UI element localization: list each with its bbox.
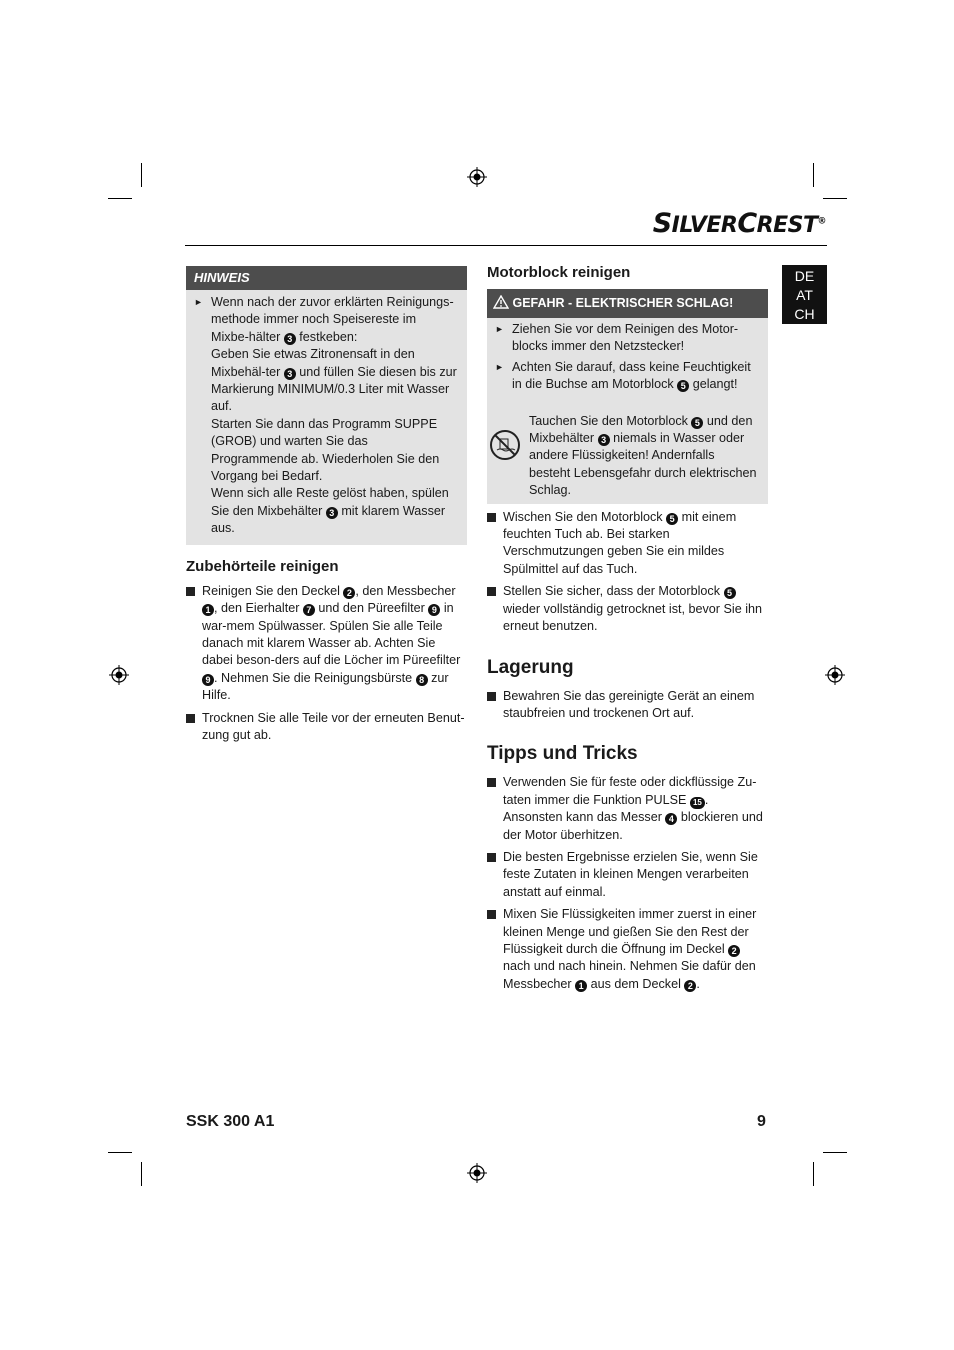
danger-box — [487, 289, 768, 504]
crop-mark — [141, 163, 142, 187]
crop-mark — [108, 1152, 132, 1153]
part-number-badge: 5 — [666, 513, 678, 525]
part-number-badge: 2 — [343, 587, 355, 599]
list-item: Wischen Sie den Motorblock 5 mit einem feuchten Tuch ab. Bei starken Verschmutzungen geben Sie ein mildes Spülmittel auf das Tuch. — [487, 509, 768, 579]
part-number-badge: 1 — [202, 604, 214, 616]
part-number-badge: 2 — [684, 980, 696, 992]
registration-mark-icon — [825, 665, 845, 685]
no-water-immersion-icon — [489, 429, 521, 461]
section-heading: Lagerung — [487, 656, 574, 678]
square-bullet-icon — [487, 778, 496, 787]
language-code: CH — [794, 306, 815, 322]
part-number-badge: 9 — [202, 674, 214, 686]
crop-mark — [141, 1162, 142, 1186]
part-number-badge: 3 — [326, 507, 338, 519]
part-number-badge: 8 — [416, 674, 428, 686]
language-code: DE — [794, 268, 815, 284]
section-heading: Zubehörteile reinigen — [186, 557, 339, 575]
square-bullet-icon — [487, 910, 496, 919]
arrow-bullet-icon: ► — [495, 324, 504, 334]
list-item: Mixen Sie Flüssigkeiten immer zuerst in einer kleinen Menge und gießen Sie den Rest der Flüssigkeit durch die Öffnung im Deckel 2 nach und nach hinein. Nehmen Sie dafür den Messbecher 1 aus dem Deckel 2 . — [487, 906, 768, 993]
crop-mark — [823, 1152, 847, 1153]
list-item: Stellen Sie sicher, dass der Motorblock 5 wieder vollständig getrocknet ist, bevor Sie ihn erneut benutzen. — [487, 583, 768, 635]
list-item: Trocknen Sie alle Teile vor der erneuten Benut-zung gut ab. — [186, 710, 467, 745]
header-rule — [185, 245, 827, 246]
arrow-bullet-icon: ► — [194, 297, 203, 307]
crop-mark — [813, 163, 814, 187]
no-immersion-warning: Tauchen Sie den Motorblock 5 und den Mixbehälter 3 niemals in Wasser oder andere Flüssigkeiten! Andernfalls besteht Lebensgefahr durch elektrischen Schlag. — [495, 413, 758, 500]
list-item: Reinigen Sie den Deckel 2 , den Messbecher 1 , den Eierhalter 7 und den Püreefilter 9 in war-mem Spülwasser. Spülen Sie alle Teile danach mit klarem Wasser ab. Achten Sie dabei beson-ders auf die Löcher im Püreefilter 9 . Nehmen Sie die Reinigungsbürste 8 zur Hilfe. — [186, 583, 467, 705]
crop-mark — [823, 198, 847, 199]
part-number-badge: 4 — [665, 813, 677, 825]
arrow-bullet-icon: ► — [495, 361, 504, 372]
danger-title: GEFAHR - ELEKTRISCHER SCHLAG! — [487, 289, 768, 318]
part-number-badge: 3 — [284, 368, 296, 380]
crop-mark — [813, 1162, 814, 1186]
left-column — [186, 266, 467, 749]
part-number-badge: 15 — [690, 797, 705, 809]
model-number: SSK 300 A1 — [186, 1113, 275, 1130]
square-bullet-icon — [487, 587, 496, 596]
registration-mark-icon — [467, 167, 487, 187]
list-item: Die besten Ergebnisse erzielen Sie, wenn Sie feste Zutaten in kleinen Mengen verarbeiten anstatt auf einmal. — [487, 849, 768, 901]
square-bullet-icon — [487, 853, 496, 862]
warning-triangle-icon — [493, 295, 509, 309]
part-number-badge: 2 — [728, 945, 740, 957]
square-bullet-icon — [487, 692, 496, 701]
hinweis-title: HINWEIS — [186, 266, 467, 290]
hinweis-box — [186, 266, 467, 545]
registration-mark-icon — [109, 665, 129, 685]
hinweis-item: ► Wenn nach der zuvor erklärten Reinigungs-methode immer noch Speisereste im Mixbe-hälter 3 festkeben: Geben Sie etwas Zitronensaft in den Mixbehäl-ter 3 und füllen Sie diesen bis zur Markierung MINIMUM/0.3 Liter mit Wasser auf. Starten Sie dann das Programm SUPPE (GROB) und warten Sie das Programmende ab. Wiederholen Sie den Vorgang bei Bedarf. Wenn sich alle Reste gelöst haben, spülen Sie den Mixbehälter 3 mit klarem Wasser aus. — [194, 295, 457, 536]
part-number-badge: 1 — [575, 980, 587, 992]
square-bullet-icon — [487, 513, 496, 522]
page-number: 9 — [757, 1113, 766, 1130]
part-number-badge: 5 — [724, 587, 736, 599]
language-tab — [782, 265, 827, 324]
danger-item: ► Ziehen Sie vor dem Reinigen des Motor-blocks immer den Netzstecker! — [495, 322, 739, 354]
list-item: Verwenden Sie für feste oder dickflüssige Zu-taten immer die Funktion PULSE 15 . Ansonsten kann das Messer 4 blockieren und der Motor überhitzen. — [487, 774, 768, 844]
section-heading: Tipps und Tricks — [487, 743, 638, 765]
square-bullet-icon — [186, 714, 195, 723]
part-number-badge: 7 — [303, 604, 315, 616]
list-item: Bewahren Sie das gereinigte Gerät an einem staubfreien und trockenen Ort auf. — [487, 688, 768, 723]
danger-item: ► Achten Sie darauf, dass keine Feuchtigkeit in die Buchse am Motorblock 5 gelangt! — [495, 359, 751, 392]
part-number-badge: 9 — [428, 604, 440, 616]
section-heading: Motorblock reinigen — [487, 264, 631, 281]
part-number-badge: 3 — [284, 333, 296, 345]
right-column — [487, 263, 768, 998]
registration-mark-icon — [467, 1163, 487, 1183]
part-number-badge: 5 — [677, 380, 689, 392]
part-number-badge: 3 — [598, 434, 610, 446]
part-number-badge: 5 — [691, 417, 703, 429]
silvercrest-logo: SILVERCREST® — [652, 208, 826, 239]
square-bullet-icon — [186, 587, 195, 596]
language-code: AT — [796, 287, 813, 303]
crop-mark — [108, 198, 132, 199]
